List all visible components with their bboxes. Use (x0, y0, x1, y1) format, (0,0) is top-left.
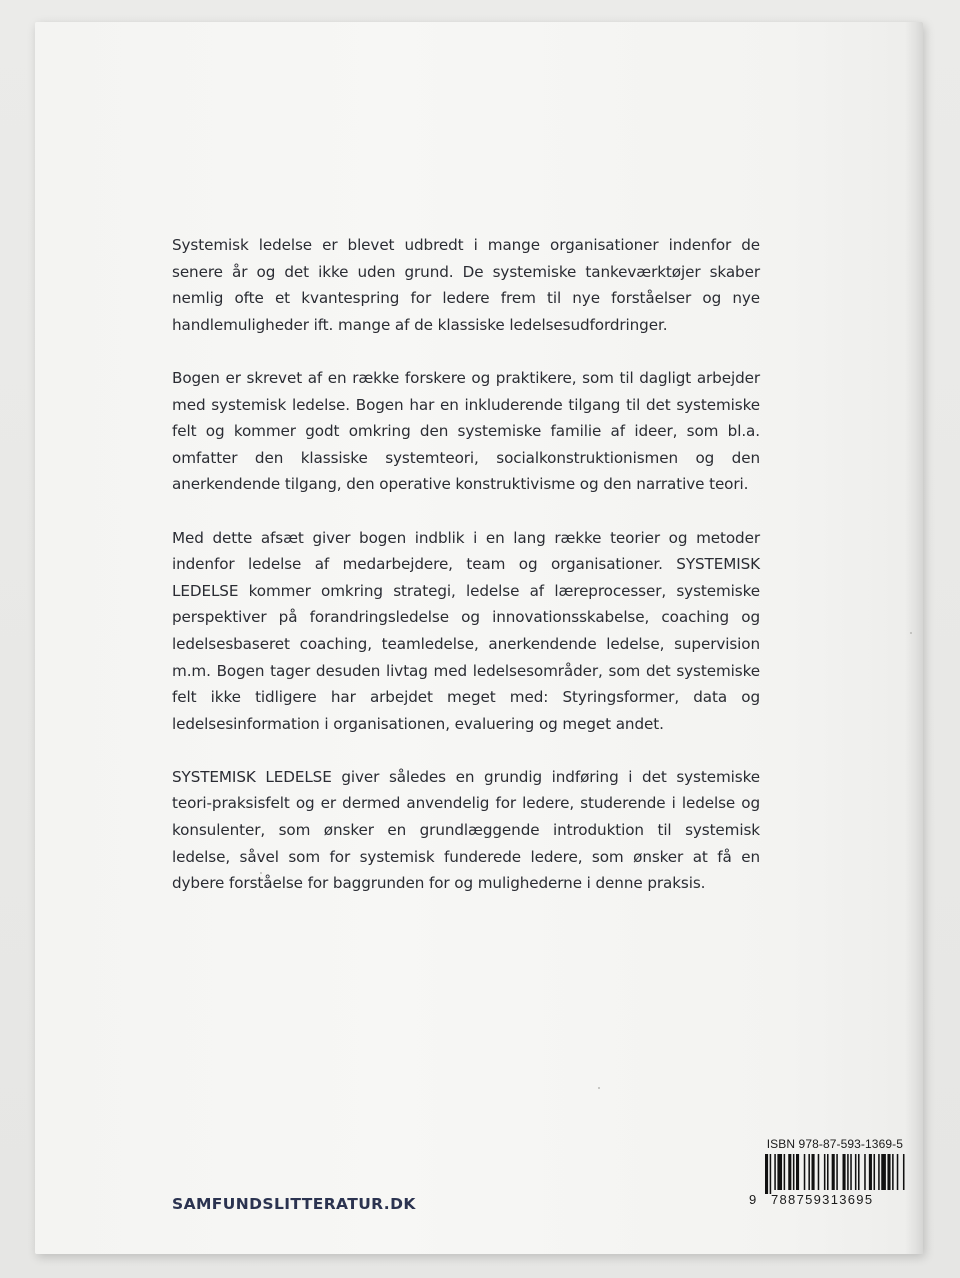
barcode-digit-string: 788759313695 (771, 1192, 874, 1207)
barcode-first-digit: 9 (749, 1192, 757, 1207)
isbn-barcode-block (725, 1137, 905, 1217)
blurb-paragraph-3: Med dette afsæt giver bogen indblik i en lang række teorier og metoder indenfor ledelse af medarbejdere, team og organisationer. SYSTEMISK LEDELSE kommer omkring strategi, ledelse af læreprocesser, systemiske perspektiver på forandringsledelse og innovationsskabelse, coaching og ledelsesbaseret coaching, teamledelse, anerkendende ledelse, supervision m.m. Bogen tager desuden livtag med ledelsesområder, som det systemiske felt ikke tidligere har arbejdet meget med: Styringsformer, data og ledelsesinformation i organisationen, evaluering og meget andet. (172, 528, 760, 733)
barcode-icon (725, 1154, 905, 1194)
book-back-cover (35, 22, 923, 1254)
paper-speck (260, 872, 262, 874)
blurb-paragraph-4: SYSTEMISK LEDELSE giver således en grundig indføring i det systemiske teori-praksisfelt og er dermed anvendelig for ledere, studerende i ledelse og konsulenter, som ønsker en grundlæggende introduktion til systemisk ledelse, såvel som for systemisk funderede ledere, som ønsker at få en dybere forståelse for baggrunden for og mulighederne i denne praksis. (172, 767, 760, 893)
blurb-text (172, 232, 760, 923)
paper-speck (910, 632, 912, 634)
blurb-paragraph-1: Systemisk ledelse er blevet udbredt i mange organisationer indenfor de senere år og det ikke uden grund. De systemiske tankeværktøjer skaber nemlig ofte et kvantespring for ledere frem til nye forståelser og nye handlemuligheder ift. mange af de klassiske ledelsesudfordringer. (172, 236, 760, 334)
blurb-paragraph-2: Bogen er skrevet af en række forskere og praktikere, som til dagligt arbejder med systemisk ledelse. Bogen har en inkluderende tilgang til det systemiske felt og kommer godt omkring den systemiske familie af ideer, som bl.a. omfatter den klassiske systemteori, socialkonstruktionismen og den anerkendende tilgang, den operative konstruktivisme og den narrative teori. (172, 368, 760, 494)
isbn-label: ISBN 978-87-593-1369-5 (766, 1137, 903, 1151)
barcode-digits (725, 1192, 905, 1210)
cover-edge-shadow (905, 22, 923, 1254)
publisher-url: SAMFUNDSLITTERATUR.DK (172, 1195, 416, 1213)
paper-speck (598, 1087, 600, 1089)
